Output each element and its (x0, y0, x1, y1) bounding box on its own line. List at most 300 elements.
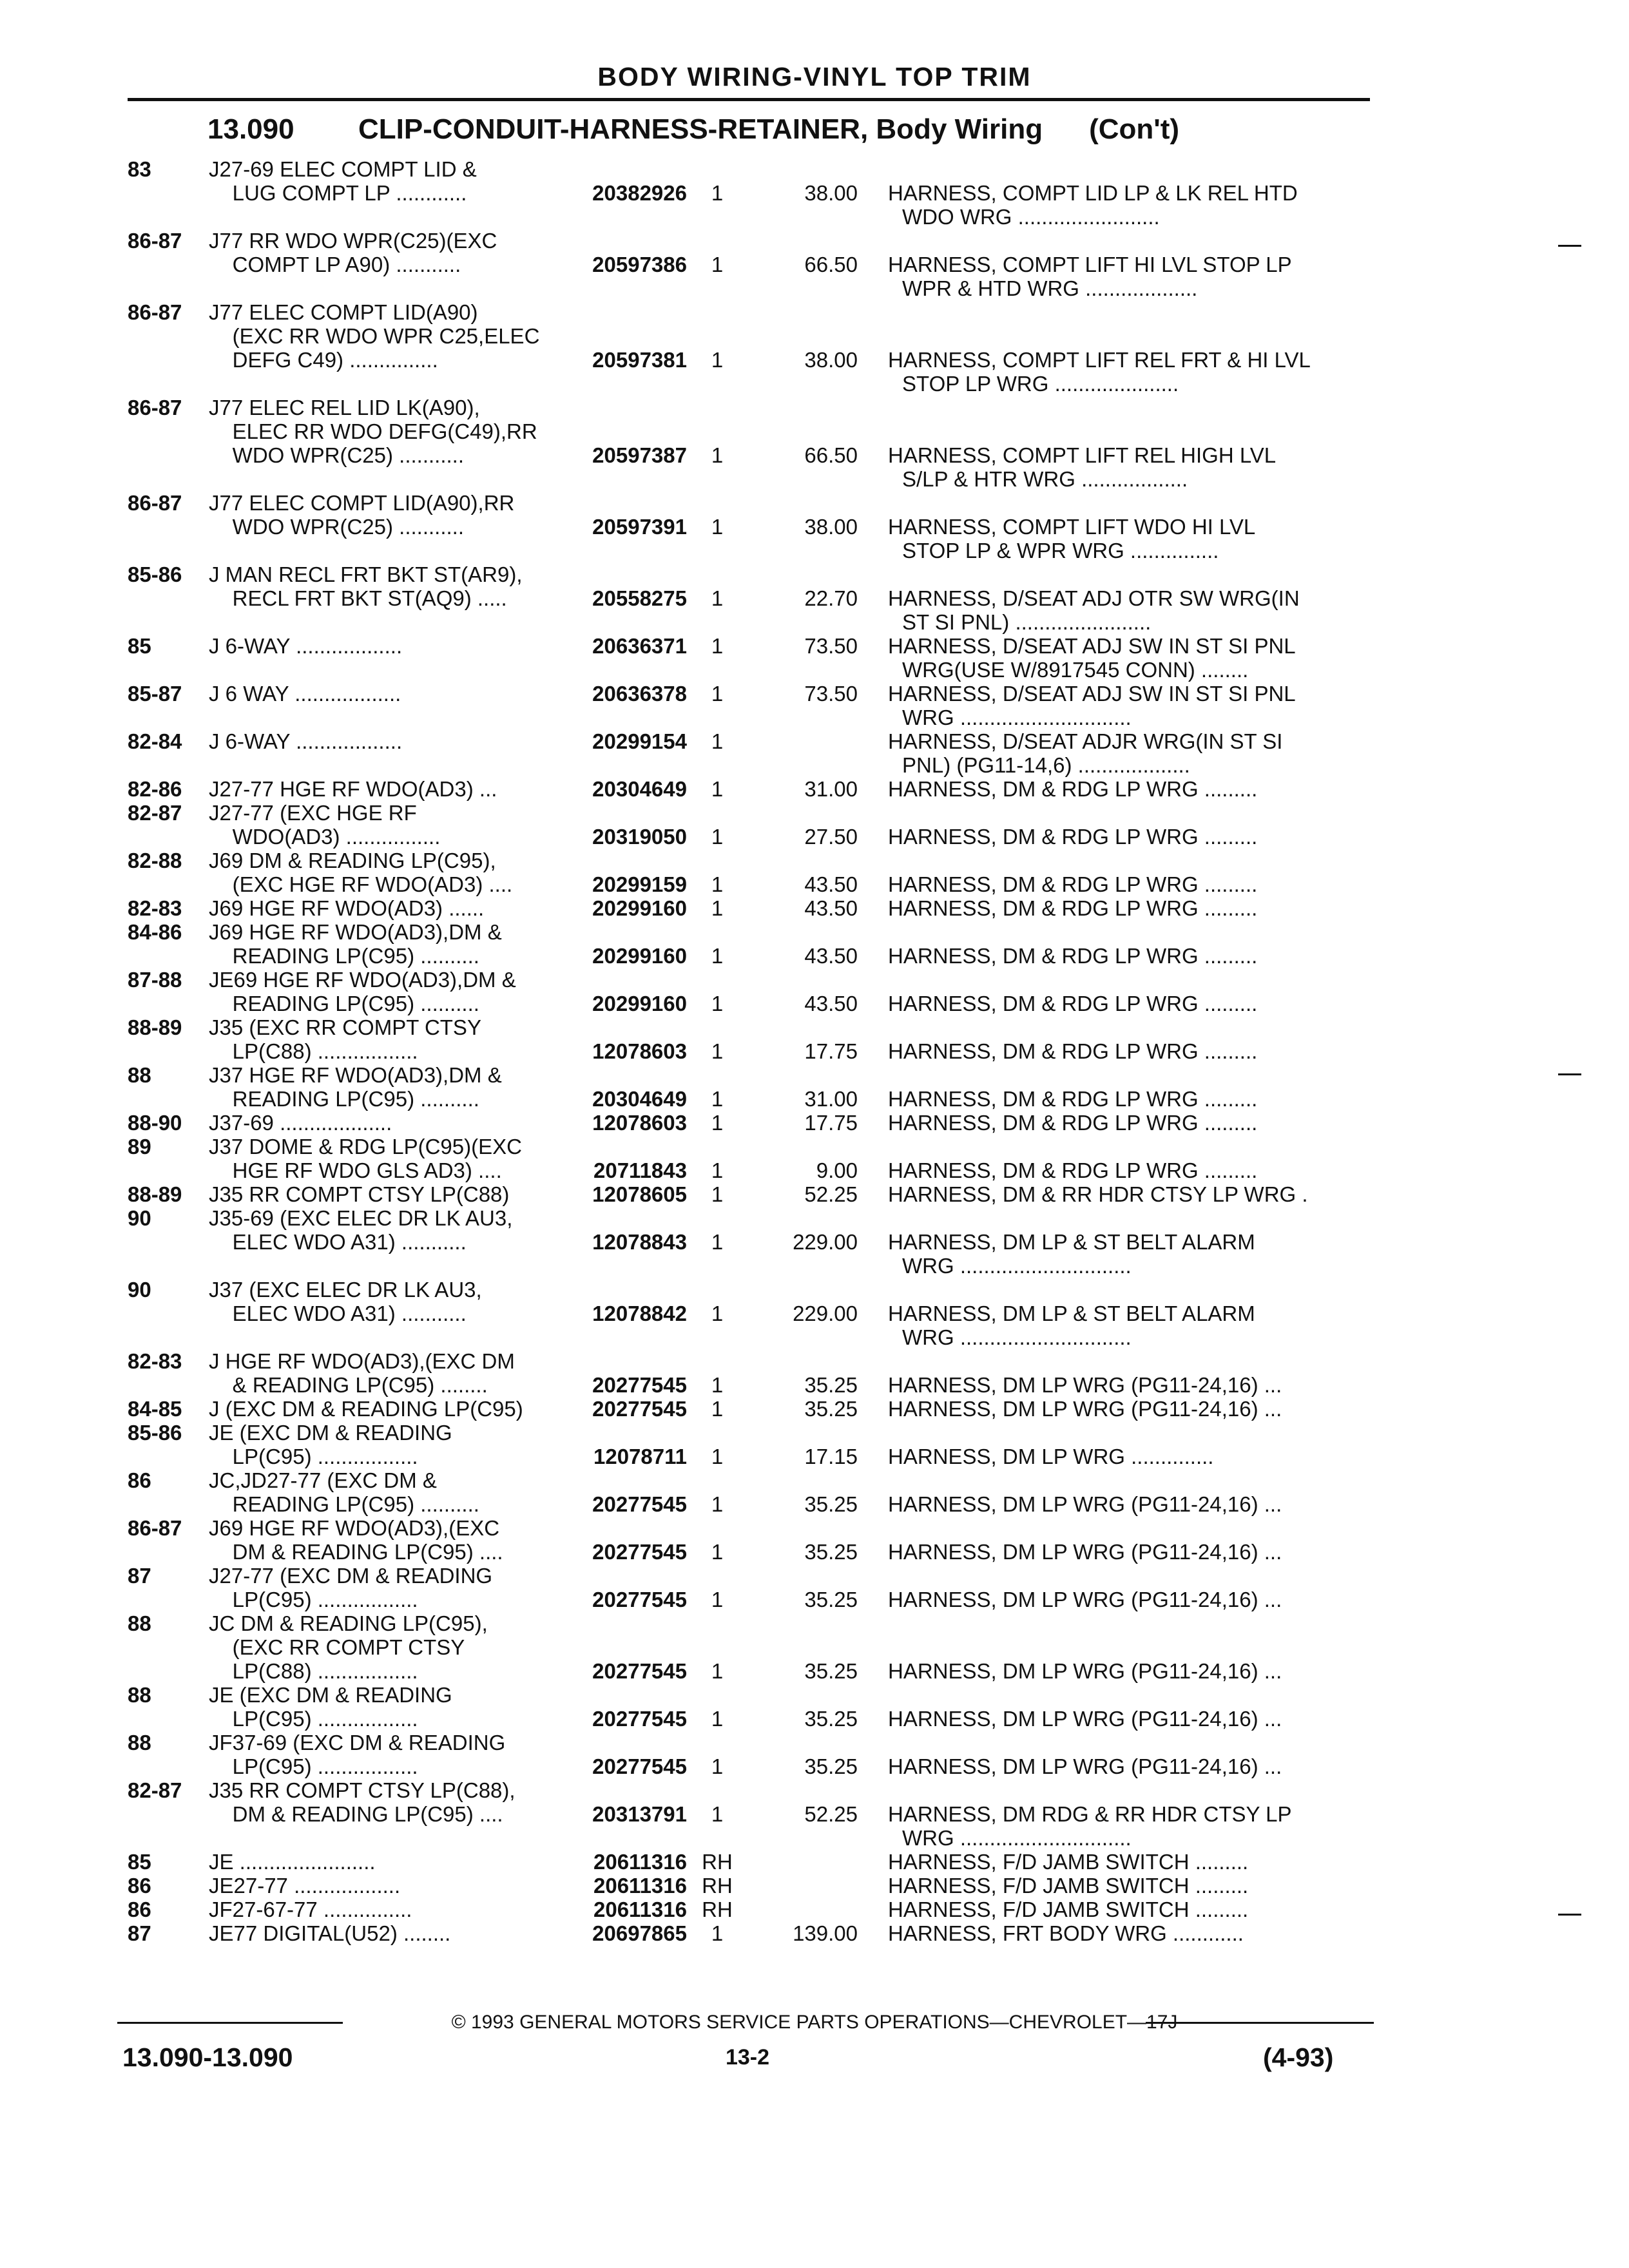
part-row (128, 729, 1371, 777)
part-name (888, 1540, 1368, 1564)
part-name (888, 181, 1368, 229)
part-number: 20277545 (592, 1373, 687, 1397)
description-line: ELEC WDO A31) ........... (209, 1230, 467, 1254)
model-years: 85-86 (128, 1421, 182, 1445)
price: 22.70 (804, 586, 858, 610)
part-row (128, 157, 1371, 229)
part-name-line: HARNESS, DM LP WRG (PG11-24,16) ... (888, 1707, 1282, 1731)
price: 66.50 (804, 253, 858, 276)
quantity: 1 (711, 682, 724, 706)
quantity: 1 (711, 586, 724, 610)
description-line: J27-77 (EXC HGE RF (209, 801, 417, 825)
description-line: J 6-WAY .................. (209, 634, 403, 658)
part-name-line: WPR & HTD WRG ................... (902, 276, 1198, 300)
quantity: 1 (711, 1302, 724, 1325)
parts-list (128, 157, 1371, 1945)
part-name (888, 825, 1368, 849)
part-number: 20277545 (592, 1754, 687, 1778)
price: 35.25 (804, 1373, 858, 1397)
part-name-line: HARNESS, DM & RDG LP WRG ......... (888, 777, 1258, 801)
part-number: 20636371 (592, 634, 687, 658)
price: 43.50 (804, 896, 858, 920)
part-name-line: HARNESS, DM & RDG LP WRG ......... (888, 944, 1258, 968)
description-line: ELEC WDO A31) ........... (209, 1302, 467, 1325)
description-line: J37 (EXC ELEC DR LK AU3, (209, 1278, 482, 1302)
model-years: 85-87 (128, 682, 182, 706)
price: 52.25 (804, 1182, 858, 1206)
part-number: 20277545 (592, 1397, 687, 1421)
price: 139.00 (793, 1921, 858, 1945)
model-years: 87 (128, 1921, 151, 1945)
part-number: 20558275 (592, 586, 687, 610)
description-line: J35 (EXC RR COMPT CTSY (209, 1015, 481, 1039)
part-number: 20597387 (592, 443, 687, 467)
part-name-line: HARNESS, D/SEAT ADJ SW IN ST SI PNL (888, 634, 1296, 658)
part-row (128, 801, 1371, 849)
description-line: JF27-67-77 ............... (209, 1898, 412, 1921)
model-years: 82-87 (128, 801, 182, 825)
part-name (888, 1373, 1368, 1397)
description-line: J69 HGE RF WDO(AD3),DM & (209, 920, 502, 944)
model-years: 85 (128, 634, 151, 658)
part-name (888, 944, 1368, 968)
part-name (888, 1039, 1368, 1063)
part-name-line: WDO WRG ........................ (902, 205, 1160, 229)
quantity: 1 (711, 1659, 724, 1683)
part-name (888, 896, 1368, 920)
part-name-line: HARNESS, DM LP WRG (PG11-24,16) ... (888, 1397, 1282, 1421)
price: 35.25 (804, 1707, 858, 1731)
part-number: 20277545 (592, 1540, 687, 1564)
quantity: RH (702, 1850, 733, 1874)
price: 66.50 (804, 443, 858, 467)
quantity: 1 (711, 1445, 724, 1468)
part-number: 20277545 (592, 1707, 687, 1731)
part-name (888, 1302, 1368, 1349)
part-name-line: HARNESS, F/D JAMB SWITCH ......... (888, 1874, 1249, 1898)
quantity: 1 (711, 1921, 724, 1945)
part-name-line: HARNESS, DM & RDG LP WRG ......... (888, 1111, 1258, 1135)
price: 38.00 (804, 515, 858, 539)
part-name-line: HARNESS, DM LP WRG (PG11-24,16) ... (888, 1540, 1282, 1564)
footer-copyright: © 1993 GENERAL MOTORS SERVICE PARTS OPERATIONS—CHEVROLET—17J (451, 2012, 1178, 2033)
part-number: 20277545 (592, 1492, 687, 1516)
part-row (128, 1731, 1371, 1778)
description-line: (EXC HGE RF WDO(AD3) .... (209, 872, 513, 896)
part-name-line: HARNESS, DM LP WRG (PG11-24,16) ... (888, 1588, 1282, 1611)
part-name-line: HARNESS, DM LP WRG (PG11-24,16) ... (888, 1659, 1282, 1683)
part-name-line: HARNESS, COMPT LIFT REL FRT & HI LVL (888, 348, 1311, 372)
description-line: JE ....................... (209, 1850, 376, 1874)
part-name-line: HARNESS, DM & RDG LP WRG ......... (888, 872, 1258, 896)
part-number: 20299159 (592, 872, 687, 896)
price: 35.25 (804, 1588, 858, 1611)
quantity: 1 (711, 872, 724, 896)
part-name (888, 1445, 1368, 1468)
price: 43.50 (804, 872, 858, 896)
part-name-line: HARNESS, COMPT LIFT HI LVL STOP LP (888, 253, 1292, 276)
part-name (888, 1230, 1368, 1278)
part-name-line: HARNESS, DM LP WRG (PG11-24,16) ... (888, 1492, 1282, 1516)
part-name (888, 1754, 1368, 1778)
description-line: LP(C95) ................. (209, 1707, 418, 1731)
description-line: WDO(AD3) ................ (209, 825, 441, 849)
price: 35.25 (804, 1754, 858, 1778)
section-code: 13.090 (207, 113, 294, 145)
model-years: 90 (128, 1206, 151, 1230)
part-name (888, 872, 1368, 896)
part-name (888, 1588, 1368, 1611)
description-line: READING LP(C95) .......... (209, 1087, 479, 1111)
quantity: 1 (711, 1230, 724, 1254)
header-rule (128, 98, 1370, 101)
part-name-line: HARNESS, DM LP & ST BELT ALARM (888, 1230, 1255, 1254)
price: 35.25 (804, 1659, 858, 1683)
part-name (888, 1182, 1368, 1206)
part-name (888, 253, 1368, 300)
description-line: J37 HGE RF WDO(AD3),DM & (209, 1063, 502, 1087)
quantity: 1 (711, 1087, 724, 1111)
part-row (128, 562, 1371, 634)
model-years: 86-87 (128, 396, 182, 419)
part-row (128, 682, 1371, 729)
model-years: 84-85 (128, 1397, 182, 1421)
part-name-line: WRG ............................. (902, 1826, 1132, 1850)
description-line: J35 RR COMPT CTSY LP(C88), (209, 1778, 516, 1802)
part-row (128, 1611, 1371, 1683)
part-row (128, 1874, 1371, 1898)
part-name (888, 1874, 1368, 1898)
part-row (128, 1349, 1371, 1397)
part-row (128, 300, 1371, 396)
part-name (888, 729, 1368, 777)
description-line: RECL FRT BKT ST(AQ9) ..... (209, 586, 507, 610)
part-number: 20319050 (592, 825, 687, 849)
part-number: 20597391 (592, 515, 687, 539)
part-number: 20299160 (592, 992, 687, 1015)
quantity: 1 (711, 1182, 724, 1206)
part-name (888, 515, 1368, 562)
description-line: READING LP(C95) .......... (209, 992, 479, 1015)
part-number: 12078843 (592, 1230, 687, 1254)
part-number: 20611316 (593, 1850, 687, 1874)
description-line: J77 RR WDO WPR(C25)(EXC (209, 229, 497, 253)
part-number: 20304649 (592, 777, 687, 801)
part-row (128, 1921, 1371, 1945)
part-row (128, 920, 1371, 968)
part-number: 20597386 (592, 253, 687, 276)
part-number: 12078603 (592, 1039, 687, 1063)
part-number: 20277545 (592, 1659, 687, 1683)
price: 38.00 (804, 181, 858, 205)
description-line: COMPT LP A90) ........... (209, 253, 461, 276)
part-number: 20636378 (592, 682, 687, 706)
part-name (888, 1898, 1368, 1921)
model-years: 88-89 (128, 1182, 182, 1206)
part-name (888, 992, 1368, 1015)
price: 38.00 (804, 348, 858, 372)
margin-tick-mark (1558, 1073, 1581, 1075)
part-name-line: HARNESS, COMPT LIFT REL HIGH LVL (888, 443, 1277, 467)
quantity: 1 (711, 1588, 724, 1611)
part-number: 20697865 (592, 1921, 687, 1945)
section-continued: (Con't) (1089, 113, 1180, 145)
part-name (888, 1659, 1368, 1683)
part-number: 20597381 (592, 348, 687, 372)
part-name (888, 634, 1368, 682)
part-row (128, 1778, 1371, 1850)
part-row (128, 1015, 1371, 1063)
part-row (128, 1850, 1371, 1874)
quantity: 1 (711, 1373, 724, 1397)
description-line: JE77 DIGITAL(U52) ........ (209, 1921, 451, 1945)
description-line: JE (EXC DM & READING (209, 1421, 452, 1445)
part-name (888, 1707, 1368, 1731)
description-line: JC,JD27-77 (EXC DM & (209, 1468, 437, 1492)
description-line: J35 RR COMPT CTSY LP(C88) (209, 1182, 510, 1206)
description-line: JE (EXC DM & READING (209, 1683, 452, 1707)
price: 31.00 (804, 777, 858, 801)
part-name-line: HARNESS, DM & RDG LP WRG ......... (888, 1087, 1258, 1111)
price: 17.75 (804, 1111, 858, 1135)
quantity: 1 (711, 253, 724, 276)
section-heading (207, 113, 1179, 146)
description-line: LP(C95) ................. (209, 1588, 418, 1611)
description-line: J HGE RF WDO(AD3),(EXC DM (209, 1349, 515, 1373)
description-line: (EXC RR COMPT CTSY (209, 1635, 465, 1659)
quantity: 1 (711, 1397, 724, 1421)
model-years: 86-87 (128, 1516, 182, 1540)
quantity: 1 (711, 1707, 724, 1731)
section-name: CLIP-CONDUIT-HARNESS-RETAINER, Body Wiring (358, 113, 1043, 145)
part-name-line: HARNESS, DM & RDG LP WRG ......... (888, 896, 1258, 920)
price: 9.00 (816, 1158, 858, 1182)
part-name-line: WRG ............................. (902, 1325, 1132, 1349)
model-years: 86-87 (128, 229, 182, 253)
part-row (128, 1468, 1371, 1516)
description-line: JE27-77 .................. (209, 1874, 401, 1898)
margin-tick-mark (1558, 245, 1581, 247)
quantity: 1 (711, 1039, 724, 1063)
part-name-line: S/LP & HTR WRG .................. (902, 467, 1188, 491)
part-name-line: HARNESS, FRT BODY WRG ............ (888, 1921, 1244, 1945)
quantity: 1 (711, 1111, 724, 1135)
description-line: LP(C88) ................. (209, 1039, 418, 1063)
footer-page-number: 13-2 (725, 2045, 770, 2070)
quantity: 1 (711, 1802, 724, 1826)
part-name (888, 1158, 1368, 1182)
model-years: 90 (128, 1278, 151, 1302)
part-name (888, 1921, 1368, 1945)
part-name (888, 777, 1368, 801)
description-line: & READING LP(C95) ........ (209, 1373, 488, 1397)
model-years: 88 (128, 1683, 151, 1707)
part-number: 20313791 (592, 1802, 687, 1826)
part-name (888, 1087, 1368, 1111)
part-number: 20711843 (593, 1158, 687, 1182)
model-years: 82-86 (128, 777, 182, 801)
price: 27.50 (804, 825, 858, 849)
part-name (888, 682, 1368, 729)
price: 17.75 (804, 1039, 858, 1063)
description-line: (EXC RR WDO WPR C25,ELEC (209, 324, 540, 348)
model-years: 87-88 (128, 968, 182, 992)
part-name (888, 1397, 1368, 1421)
part-name-line: STOP LP WRG ..................... (902, 372, 1179, 396)
description-line: READING LP(C95) .......... (209, 1492, 479, 1516)
part-name-line: HARNESS, F/D JAMB SWITCH ......... (888, 1898, 1249, 1921)
quantity: 1 (711, 1492, 724, 1516)
part-name-line: HARNESS, DM & RDG LP WRG ......... (888, 1039, 1258, 1063)
part-row (128, 396, 1371, 491)
model-years: 86 (128, 1898, 151, 1921)
part-name-line: WRG(USE W/8917545 CONN) ........ (902, 658, 1249, 682)
part-row (128, 1063, 1371, 1111)
part-name (888, 348, 1368, 396)
description-line: J77 ELEC COMPT LID(A90) (209, 300, 478, 324)
price: 17.15 (804, 1445, 858, 1468)
part-name-line: STOP LP & WPR WRG ............... (902, 539, 1219, 562)
model-years: 86-87 (128, 491, 182, 515)
description-line: READING LP(C95) .......... (209, 944, 479, 968)
description-line: J27-77 HGE RF WDO(AD3) ... (209, 777, 497, 801)
part-row (128, 968, 1371, 1015)
part-name-line: HARNESS, DM LP WRG (PG11-24,16) ... (888, 1373, 1282, 1397)
part-name-line: HARNESS, DM RDG & RR HDR CTSY LP (888, 1802, 1292, 1826)
description-line: LP(C95) ................. (209, 1754, 418, 1778)
quantity: RH (702, 1874, 733, 1898)
quantity: 1 (711, 825, 724, 849)
quantity: 1 (711, 634, 724, 658)
quantity: 1 (711, 181, 724, 205)
price: 31.00 (804, 1087, 858, 1111)
description-line: DM & READING LP(C95) .... (209, 1540, 503, 1564)
footer-rule-right (1146, 2022, 1374, 2024)
part-row (128, 1278, 1371, 1349)
price: 35.25 (804, 1397, 858, 1421)
model-years: 82-87 (128, 1778, 182, 1802)
part-number: 20611316 (593, 1898, 687, 1921)
model-years: 82-84 (128, 729, 182, 753)
description-line: WDO WPR(C25) ........... (209, 515, 465, 539)
part-name-line: HARNESS, COMPT LIFT WDO HI LVL (888, 515, 1256, 539)
part-name-line: HARNESS, DM & RDG LP WRG ......... (888, 1158, 1258, 1182)
description-line: J37-69 ................... (209, 1111, 392, 1135)
description-line: J69 HGE RF WDO(AD3) ...... (209, 896, 485, 920)
description-line: J 6 WAY .................. (209, 682, 401, 706)
part-row (128, 1421, 1371, 1468)
part-number: 12078842 (592, 1302, 687, 1325)
quantity: 1 (711, 1754, 724, 1778)
model-years: 88-90 (128, 1111, 182, 1135)
description-line: J27-77 (EXC DM & READING (209, 1564, 493, 1588)
part-number: 12078605 (592, 1182, 687, 1206)
part-name-line: HARNESS, D/SEAT ADJ SW IN ST SI PNL (888, 682, 1296, 706)
price: 229.00 (793, 1302, 858, 1325)
part-name-line: HARNESS, F/D JAMB SWITCH ......... (888, 1850, 1249, 1874)
part-row (128, 777, 1371, 801)
footer-date: (4-93) (1263, 2042, 1334, 2072)
part-name-line: WRG ............................. (902, 1254, 1132, 1278)
price: 52.25 (804, 1802, 858, 1826)
part-name-line: HARNESS, DM & RR HDR CTSY LP WRG . (888, 1182, 1308, 1206)
model-years: 87 (128, 1564, 151, 1588)
part-row (128, 1206, 1371, 1278)
description-line: LP(C88) ................. (209, 1659, 418, 1683)
part-number: 12078711 (593, 1445, 687, 1468)
description-line: J 6-WAY .................. (209, 729, 403, 753)
part-row (128, 896, 1371, 920)
price: 35.25 (804, 1492, 858, 1516)
quantity: 1 (711, 896, 724, 920)
description-line: DEFG C49) ............... (209, 348, 438, 372)
quantity: 1 (711, 992, 724, 1015)
part-row (128, 849, 1371, 896)
model-years: 88 (128, 1611, 151, 1635)
description-line: LUG COMPT LP ............ (209, 181, 467, 205)
part-number: 20382926 (592, 181, 687, 205)
part-row (128, 1397, 1371, 1421)
price: 73.50 (804, 634, 858, 658)
part-row (128, 1111, 1371, 1135)
description-line: JE69 HGE RF WDO(AD3),DM & (209, 968, 516, 992)
model-years: 82-83 (128, 896, 182, 920)
part-name-line: HARNESS, D/SEAT ADJ OTR SW WRG(IN (888, 586, 1300, 610)
quantity: 1 (711, 1158, 724, 1182)
part-row (128, 634, 1371, 682)
description-line: WDO WPR(C25) ........... (209, 443, 465, 467)
part-row (128, 1564, 1371, 1611)
model-years: 83 (128, 157, 151, 181)
part-name-line: HARNESS, DM LP WRG .............. (888, 1445, 1214, 1468)
model-years: 84-86 (128, 920, 182, 944)
part-number: 20304649 (592, 1087, 687, 1111)
price: 73.50 (804, 682, 858, 706)
model-years: 88 (128, 1063, 151, 1087)
model-years: 82-88 (128, 849, 182, 872)
part-number: 12078603 (592, 1111, 687, 1135)
part-row (128, 491, 1371, 562)
price: 229.00 (793, 1230, 858, 1254)
quantity: 1 (711, 944, 724, 968)
model-years: 85 (128, 1850, 151, 1874)
quantity: RH (702, 1898, 733, 1921)
description-line: HGE RF WDO GLS AD3) .... (209, 1158, 502, 1182)
part-name-line: ST SI PNL) ....................... (902, 610, 1152, 634)
price: 43.50 (804, 944, 858, 968)
part-name (888, 1850, 1368, 1874)
part-number: 20299154 (592, 729, 687, 753)
part-number: 20611316 (593, 1874, 687, 1898)
part-name-line: HARNESS, DM & RDG LP WRG ......... (888, 825, 1258, 849)
part-row (128, 1135, 1371, 1182)
description-line: J MAN RECL FRT BKT ST(AR9), (209, 562, 523, 586)
model-years: 82-83 (128, 1349, 182, 1373)
quantity: 1 (711, 443, 724, 467)
part-name (888, 1802, 1368, 1850)
description-line: J37 DOME & RDG LP(C95)(EXC (209, 1135, 522, 1158)
description-line: J35-69 (EXC ELEC DR LK AU3, (209, 1206, 513, 1230)
description-line: JF37-69 (EXC DM & READING (209, 1731, 506, 1754)
model-years: 85-86 (128, 562, 182, 586)
part-row (128, 1182, 1371, 1206)
part-name-line: PNL) (PG11-14,6) ................... (902, 753, 1190, 777)
model-years: 88 (128, 1731, 151, 1754)
description-line: J27-69 ELEC COMPT LID & (209, 157, 477, 181)
part-name-line: HARNESS, COMPT LID LP & LK REL HTD (888, 181, 1298, 205)
part-name (888, 1111, 1368, 1135)
model-years: 86 (128, 1468, 151, 1492)
